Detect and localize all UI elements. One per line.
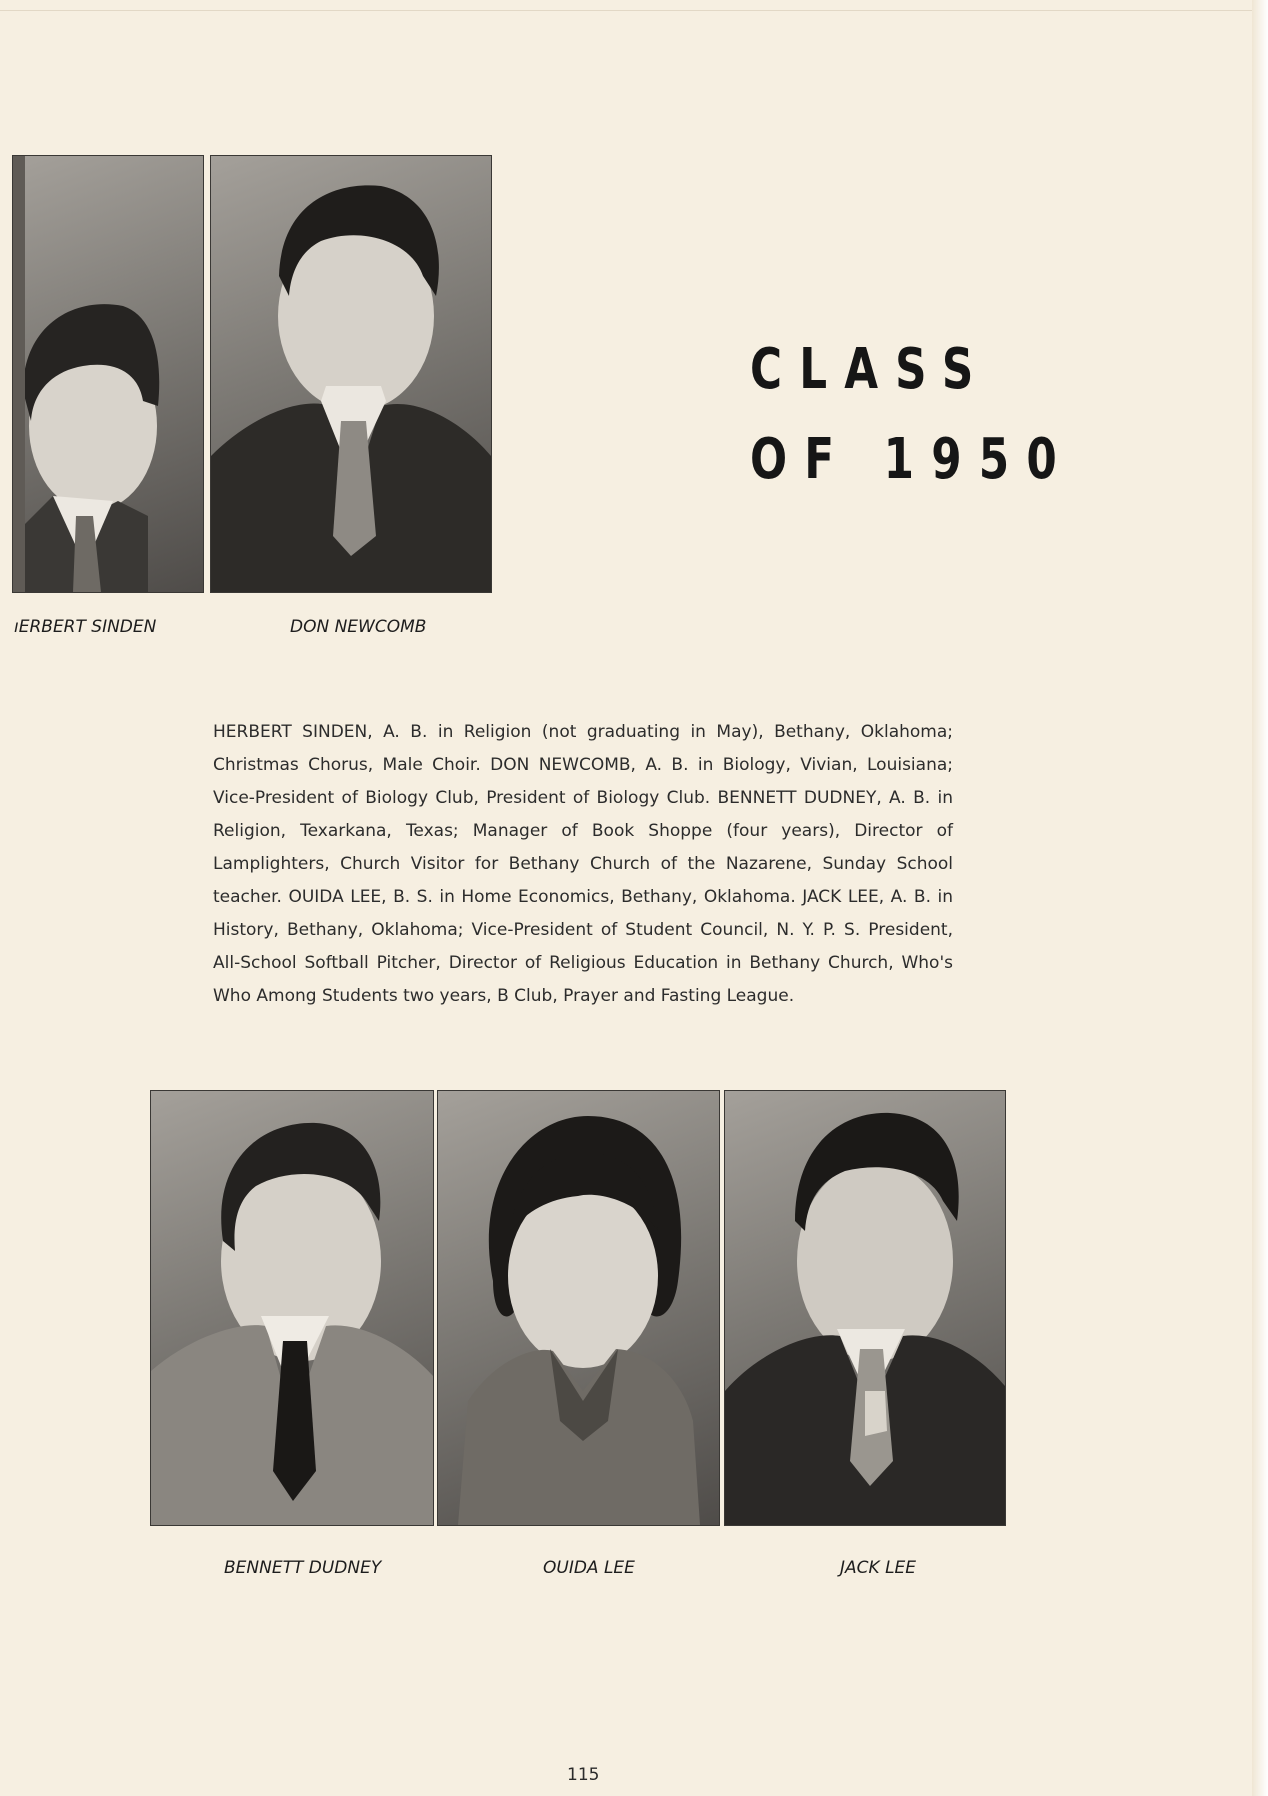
caption-herbert-sinden: ıERBERT SINDEN — [14, 617, 157, 637]
caption-bennett-dudney: BENNETT DUDNEY — [224, 1558, 382, 1578]
biography-paragraph: HERBERT SINDEN, A. B. in Religion (not graduating in May), Bethany, Oklahoma; Christmas Chorus, Male Choir. DON NEWCOMB, A. B. in Biology, Vivian, Louisiana; Vice-President of Biology Club, President of Biology Club. BENNETT DUDNEY, A. B. in Religion, Texarkana, Texas; Manager of Book Shoppe (four years), Director of Lamplighters, Church Visitor for Bethany Church of the Nazarene, Sunday School teacher. OUIDA LEE, B. S. in Home Economics, Bethany, Oklahoma. JACK LEE, A. B. in History, Bethany, Oklahoma; Vice-President of Student Council, N. Y. P. S. President, All-School Softball Pitcher, Director of Religious Education in Bethany Church, Who's Who Among Students two years, B Club, Prayer and Fasting League. — [213, 722, 953, 1006]
scan-edge-line — [0, 10, 1252, 11]
page-edge-shadow — [1252, 0, 1268, 1796]
title-line-year: OF 1950 — [750, 427, 1074, 492]
portrait-ouida-lee-image — [438, 1091, 719, 1525]
portrait-photo-herbert-sinden — [12, 155, 204, 593]
portrait-jack-lee-image — [725, 1091, 1005, 1525]
portrait-bennett-dudney-image — [151, 1091, 433, 1525]
portrait-photo-jack-lee — [724, 1090, 1006, 1526]
page-number: 115 — [567, 1765, 600, 1785]
caption-jack-lee: JACK LEE — [840, 1558, 917, 1578]
caption-don-newcomb: DON NEWCOMB — [290, 617, 427, 637]
portrait-herbert-sinden-image — [13, 156, 203, 592]
portrait-photo-don-newcomb — [210, 155, 492, 593]
portrait-photo-bennett-dudney — [150, 1090, 434, 1526]
portrait-don-newcomb-image — [211, 156, 491, 592]
title-line-class: CLASS — [750, 337, 991, 402]
caption-ouida-lee: OUIDA LEE — [543, 1558, 635, 1578]
portrait-photo-ouida-lee — [437, 1090, 720, 1526]
page-title — [750, 325, 1074, 505]
